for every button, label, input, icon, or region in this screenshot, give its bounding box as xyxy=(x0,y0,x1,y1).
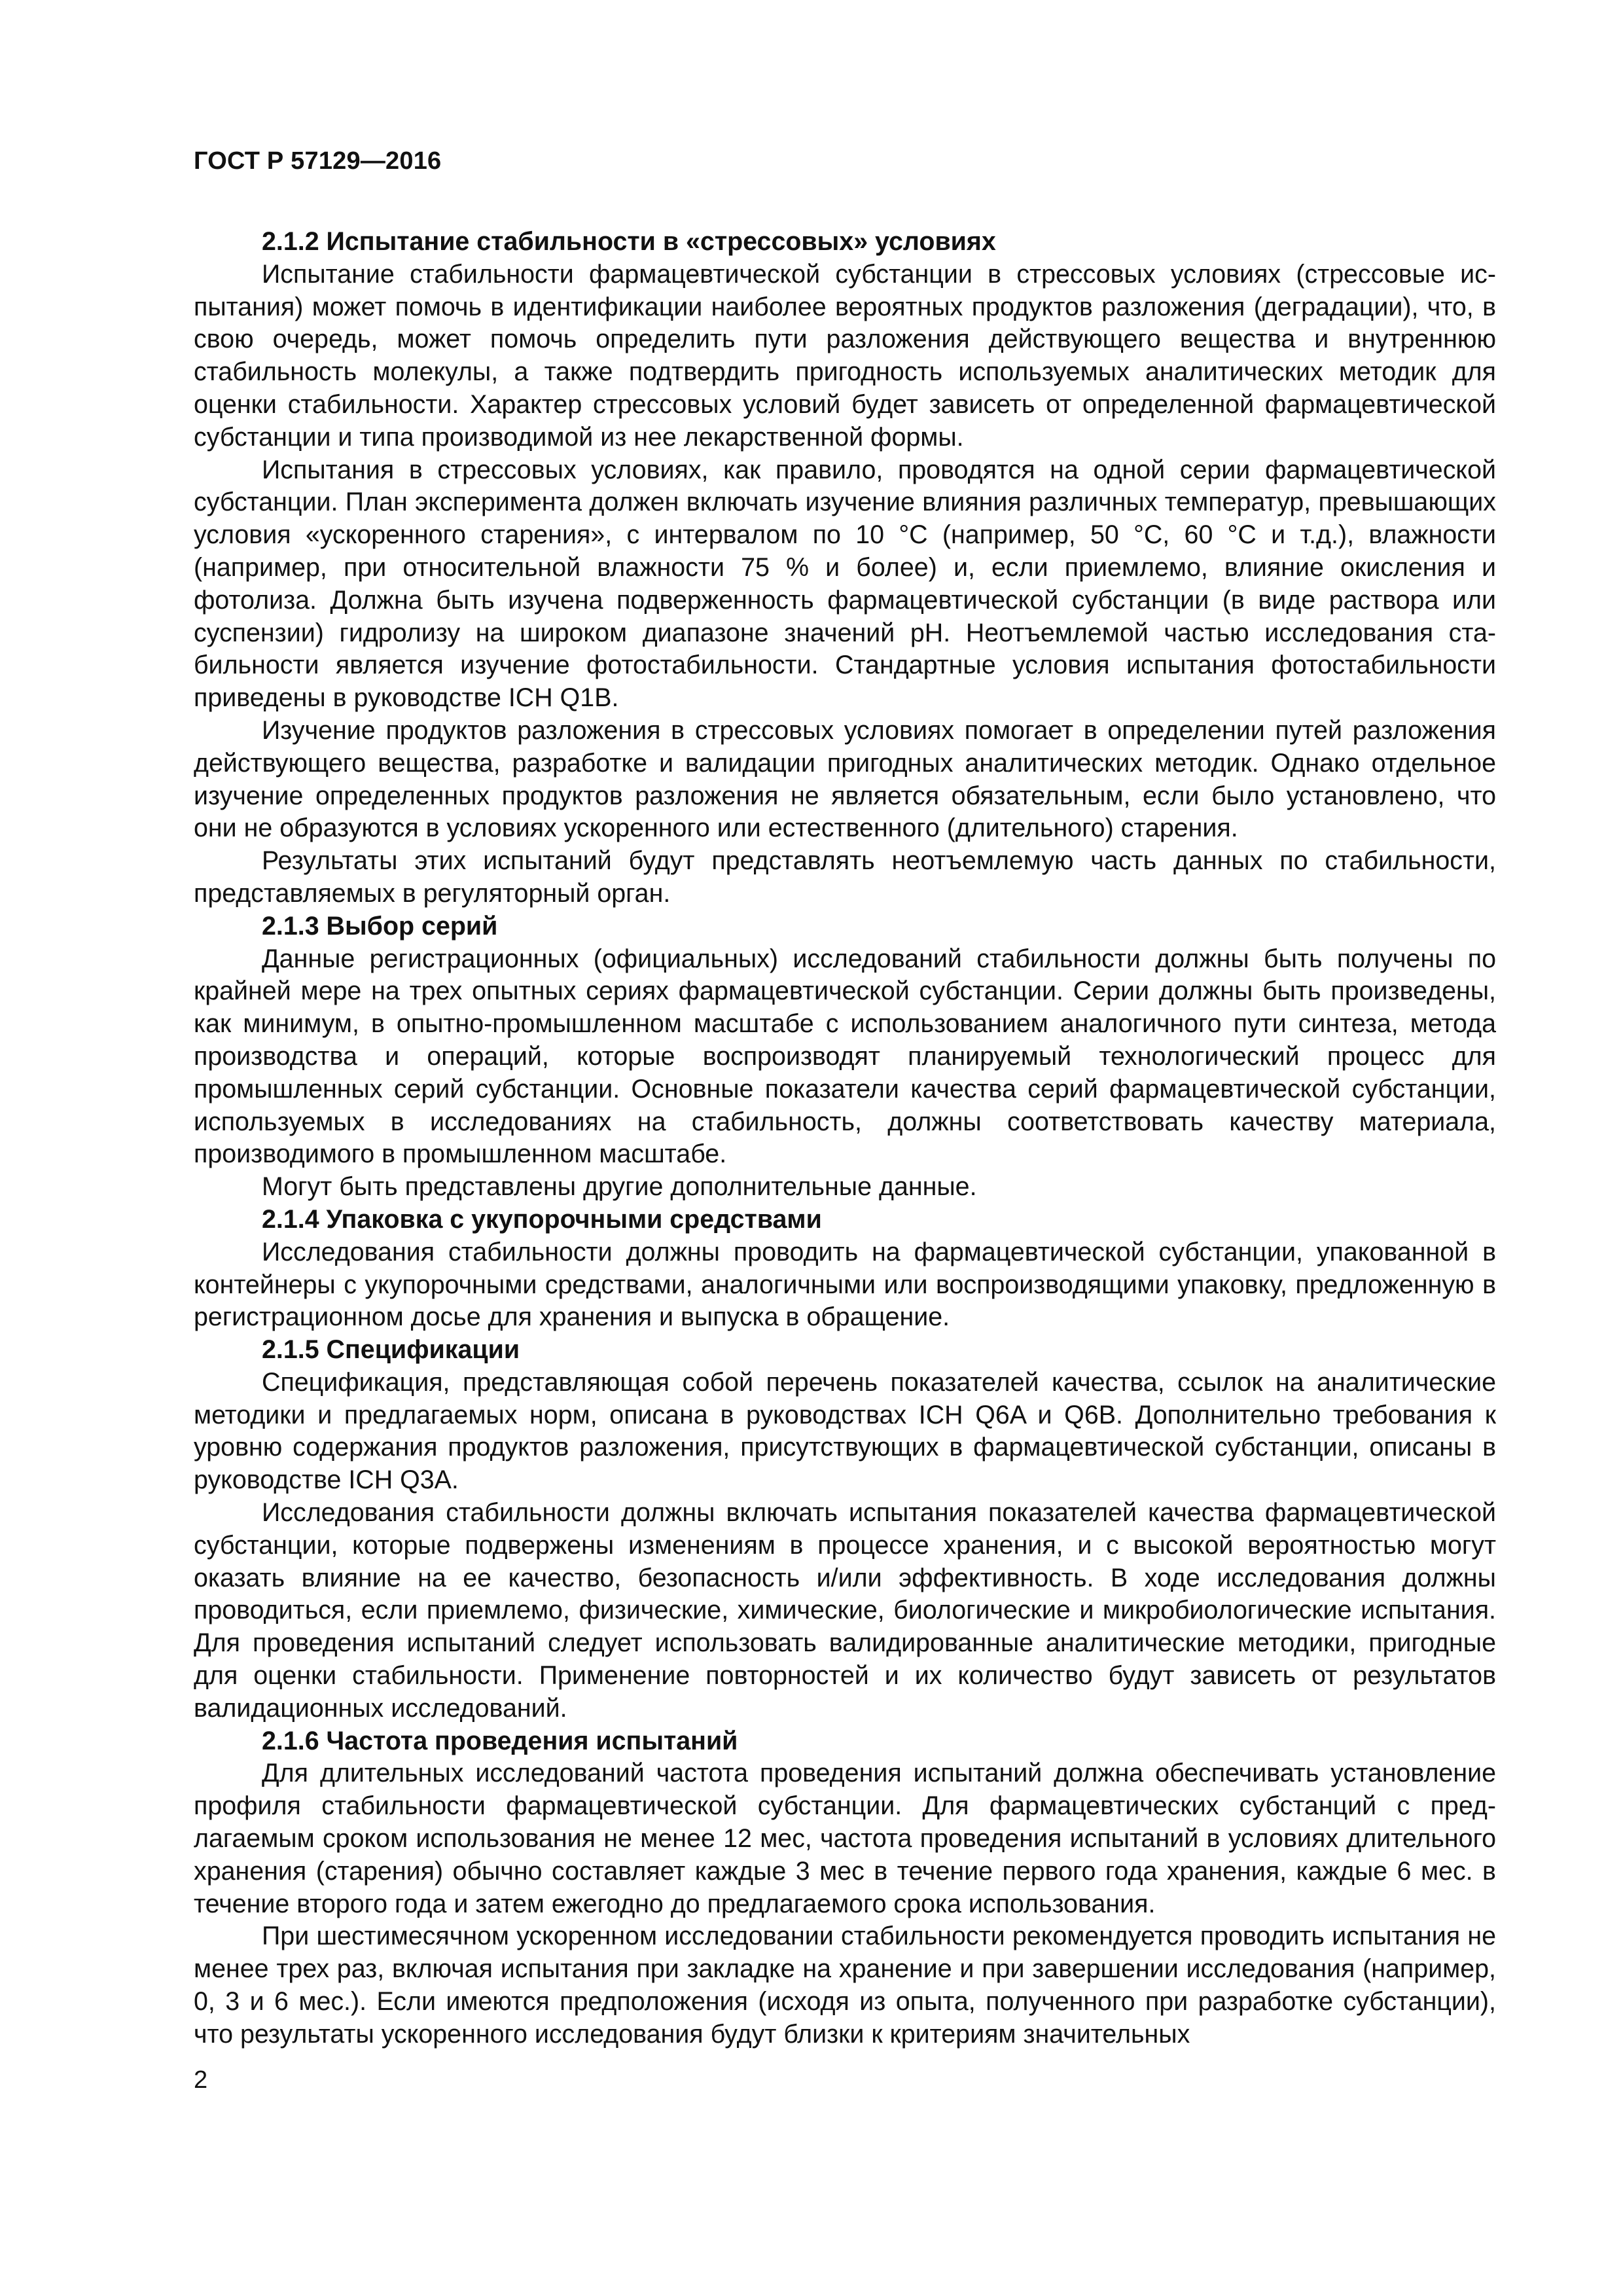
paragraph: Изучение продуктов разложения в стрессовых условиях помогает в определении путей разложения действующего вещества, разработке и валидации пригодных аналитических методик. Однако отдельное изучение определенных продуктов разложения не является обязательным, если было установлено, что они не образуются в условиях ускоренного или естественного (длительного) старения. xyxy=(194,715,1496,843)
section-heading-2-1-5: 2.1.5 Спецификации xyxy=(262,1335,520,1365)
paragraph: При шестимесячном ускоренном исследовании стабильности рекомендуется проводить испытания не менее трех раз, включая испытания при закладке на хранение и при завершении исследования (например, 0, 3 и 6 мес.). Если имеются предположения (исходя из опыта, полученного при разработке субстанции), что результаты ускоренного исследования будут близки к критериям значительных xyxy=(194,1922,1496,2049)
section-heading-2-1-2: 2.1.2 Испытание стабильности в «стрессовых» условиях xyxy=(262,227,996,256)
section-heading-2-1-3: 2.1.3 Выбор серий xyxy=(262,911,498,941)
section-heading-2-1-6: 2.1.6 Частота проведения испытаний xyxy=(262,1726,738,1755)
paragraph: Исследования стабильности должны включать испытания показателей качества фармацевтической субстанции, которые подвержены изменениям в процессе хранения, и с высокой вероятностью могут оказать влияние на ее качество, безопасность и/или эффективность. В ходе исследования должны проводиться, если приемлемо, физические, химические, биологические и микробиологические испытания. Для проведения испытаний следует использовать валидированные аналитические методики, пригодные для оценки стабильности. Применение повторностей и их количество будут зависеть от результатов валидационных исследований. xyxy=(194,1498,1496,1723)
paragraph: Для длительных исследований частота проведения испытаний должна обеспечивать установление профиля стабильности фармацевтической субстанции. Для фармацевтических субстанций с предлагаемым сроком использования не менее 12 мес, частота проведения испытаний в условиях длительного хранения (старения) обычно составляет каждые 3 мес в течение первого года хранения, каждые 6 мес. в течение второго года и затем ежегодно до предлагаемого срока использования. xyxy=(194,1759,1496,1918)
paragraph: Результаты этих испытаний будут представлять неотъемлемую часть данных по стабильности, представляемых в регуляторный орган. xyxy=(194,846,1496,908)
paragraph: Исследования стабильности должны проводить на фармацевтической субстанции, упакованной в контейнеры с укупорочными средствами, аналогичными или воспроизводящими упаковку, предложенную в регистрационном досье для хранения и выпуска в обращение. xyxy=(194,1237,1496,1332)
paragraph: Испытания в стрессовых условиях, как правило, проводятся на одной серии фармацевтической субстанции. План эксперимента должен включать изучение влияния различных температур, превышающих условия «ускоренного старения», с интервалом по 10 °С (например, 50 °С, 60 °С и т.д.), влажности (например, при относительной влажности 75 % и более) и, если приемлемо, влияние окисления и фотолиза. Должна быть изучена подверженность фармацевтической субстанции (в виде раствора или суспензии) гидролизу на широком диапазоне значений pH. Неотъемлемой частью исследования стабильности является изучение фотостабильности. Стандартные условия испытания фотостабильности приведены в руководстве ICH Q1B. xyxy=(194,455,1496,713)
document-code-header: ГОСТ Р 57129—2016 xyxy=(194,147,442,175)
paragraph: Данные регистрационных (официальных) исследований стабильности должны быть получены по крайней мере на трех опытных сериях фармацевтической субстанции. Серии должны быть произведены, как минимум, в опытно-промышленном масштабе с использованием аналогичного пути синтеза, метода производства и операций, которые воспроизводят планируемый технологический процесс для промышленных серий субстанции. Основные показатели качества серий фармацевтической субстанции, используемых в исследованиях на стабильность, должны соответствовать качеству материала, производимого в промышленном масштабе. xyxy=(194,944,1496,1169)
paragraph: Испытание стабильности фармацевтической субстанции в стрессовых условиях (стрессовые испытания) может помочь в идентификации наиболее вероятных продуктов разложения (деградации), что, в свою очередь, может помочь определить пути разложения действующего вещества и внутреннюю стабильность молекулы, а также подтвердить пригодность используемых аналитических методик для оценки стабильности. Характер стрессовых условий будет зависеть от определенной фармацевтической субстанции и типа производимой из нее лекарственной формы. xyxy=(194,259,1496,452)
page-number: 2 xyxy=(194,2066,208,2094)
section-heading-2-1-4: 2.1.4 Упаковка с укупорочными средствами xyxy=(262,1204,822,1234)
document-body xyxy=(194,226,1496,2051)
paragraph: Могут быть представлены другие дополнительные данные. xyxy=(262,1172,977,1202)
paragraph: Спецификация, представляющая собой перечень показателей качества, ссылок на аналитические методики и предлагаемых норм, описана в руководствах ICH Q6A и Q6B. Дополнительно требования к уровню содержания продуктов разложения, присутствующих в фармацевтической субстанции, описаны в руководстве ICH Q3A. xyxy=(194,1367,1496,1495)
